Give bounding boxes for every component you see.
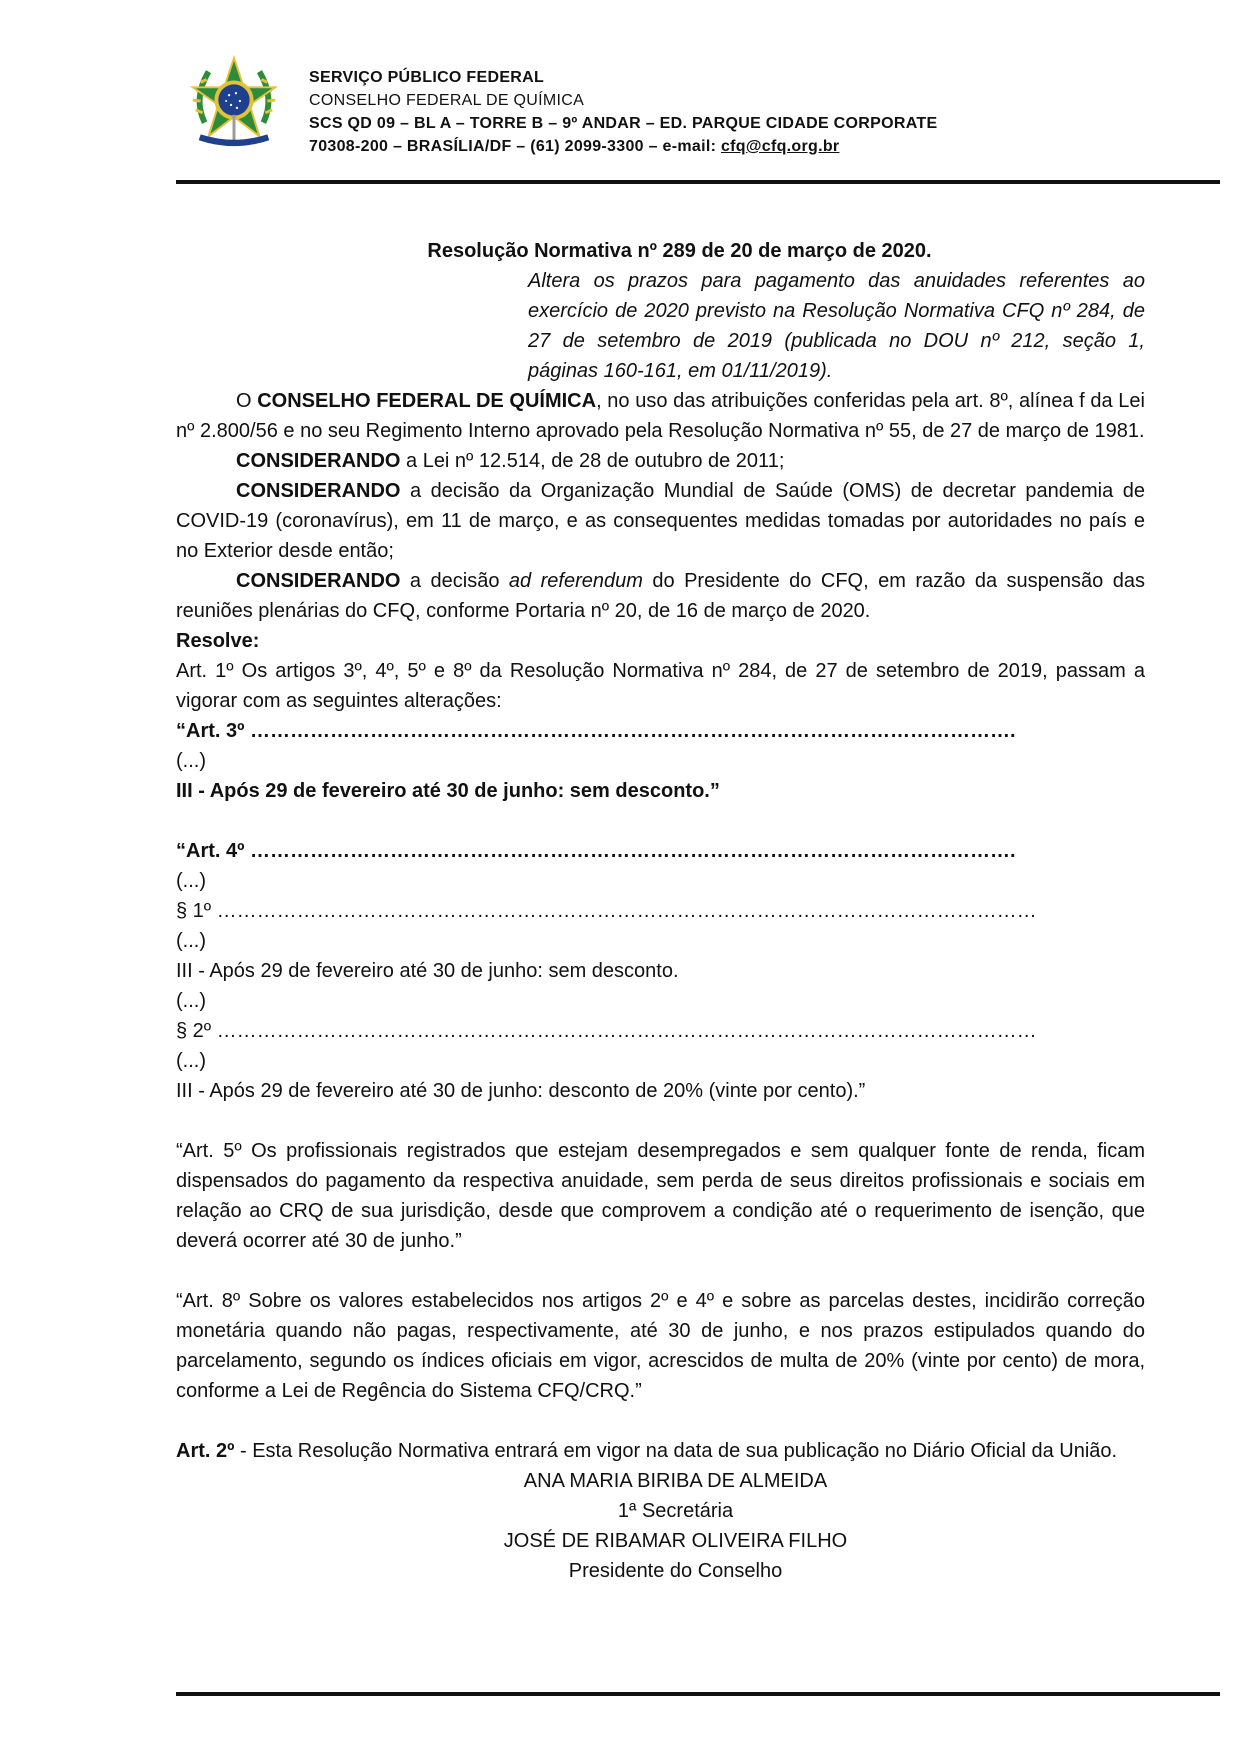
spacer (176, 1106, 1145, 1136)
art-5: “Art. 5º Os profissionais registrados que estejam desempregados e sem qualquer fonte de renda, ficam dispensados do pagamento da respectiva anuidade, sem perda de seus direitos profissionais e sociais em relação ao CRQ de sua jurisdição, desde que comprovem a condição até o requerimento de isenção, que deverá ocorrer até 30 de junho.” (176, 1140, 1145, 1252)
signature-role-1: 1ª Secretária (617, 1500, 734, 1522)
resolve-heading: Resolve: (176, 630, 260, 652)
ellipsis: (...) (176, 1050, 206, 1072)
art-4-line: “Art. 4º ……………………………………………………………………………………………………. (176, 840, 1016, 862)
paragraph-1-line: § 1º …………………………………………………………………………………………………………… (176, 900, 1037, 922)
art-4-item-iii-b: III - Após 29 de fevereiro até 30 de junho: desconto de 20% (vinte por cento).” (176, 1080, 866, 1102)
considerando-3-text-b: do Presidente do CFQ, em razão da suspensão das reuniões plenárias do CFQ, conforme Portaria nº 20, de 16 de março de 2020. (176, 570, 1146, 622)
footer-divider (176, 1692, 1220, 1696)
signature-name-1: ANA MARIA BIRIBA DE ALMEIDA (523, 1470, 828, 1492)
ellipsis: (...) (176, 990, 206, 1012)
art-3-line: “Art. 3º ……………………………………………………………………………………………………. (176, 720, 1016, 742)
art-4-item-iii-a: III - Após 29 de fevereiro até 30 de junho: sem desconto. (176, 960, 679, 982)
org-name-line: CONSELHO FEDERAL DE QUÍMICA (309, 92, 585, 109)
art-2 (176, 1436, 1145, 1466)
ad-referendum: ad referendum (508, 570, 643, 592)
considerando-2 (176, 476, 1145, 566)
preamble-start: O (236, 390, 258, 412)
paragraph-2-line: § 2º …………………………………………………………………………………………………………… (176, 1020, 1037, 1042)
ementa: Altera os prazos para pagamento das anuidades referentes ao exercício de 2020 previsto na Resolução Normativa CFQ nº 284, de 27 de setembro de 2019 (publicada no DOU nº 212, seção 1, páginas 160-161, em 01/11/2019). (528, 270, 1145, 382)
spacer (176, 1406, 1145, 1436)
art-1: Art. 1º Os artigos 3º, 4º, 5º e 8º da Resolução Normativa nº 284, de 27 de setembro de 2019, passam a vigorar com as seguintes alterações: (176, 660, 1145, 712)
considerando-3-text-a: a decisão (400, 570, 509, 592)
considerando-label: CONSIDERANDO (236, 450, 401, 472)
council-name: CONSELHO FEDERAL DE QUÍMICA (257, 390, 597, 412)
brasao-republica-icon (185, 54, 283, 152)
header-divider (176, 180, 1220, 184)
art-8: “Art. 8º Sobre os valores estabelecidos nos artigos 2º e 4º e sobre as parcelas destes, incidirão correção monetária quando não pagas, respectivamente, até 30 de junho, e nos prazos estipulados quando do parcelamento, segundo os índices oficiais em vigor, acrescidos de multa de 20% (vinte por cento) de mora, conforme a Lei de Regência do Sistema CFQ/CRQ.” (176, 1290, 1145, 1402)
preamble-rest: , no uso das atribuições conferidas pela art. 8º, alínea f da Lei nº 2.800/56 e no seu Regimento Interno aprovado pela Resolução Normativa nº 55, de 27 de março de 1981. (176, 390, 1145, 442)
document-body (176, 236, 1145, 1586)
spacer (176, 1256, 1145, 1286)
considerando-1 (176, 446, 1145, 476)
considerando-label: CONSIDERANDO (236, 480, 401, 502)
considerando-3 (176, 566, 1145, 626)
contact-line (309, 135, 1109, 158)
art-2-text: - Esta Resolução Normativa entrará em vigor na data de sua publicação no Diário Oficial da União. (234, 1440, 1118, 1462)
considerando-2-text: a decisão da Organização Mundial de Saúde (OMS) de decretar pandemia de COVID-19 (coronavírus), em 11 de março, e as consequentes medidas tomadas por autoridades no país e no Exterior desde então; (176, 480, 1145, 562)
ellipsis: (...) (176, 930, 206, 952)
ellipsis: (...) (176, 750, 206, 772)
preamble (176, 386, 1145, 446)
signature-name-2: JOSÉ DE RIBAMAR OLIVEIRA FILHO (503, 1530, 848, 1552)
art-2-label: Art. 2º (176, 1440, 235, 1462)
spacer (176, 806, 1145, 836)
document-title: Resolução Normativa nº 289 de 20 de março de 2020. (427, 240, 932, 262)
signature-role-2: Presidente do Conselho (568, 1560, 783, 1582)
email-link[interactable]: cfq@cfq.org.br (720, 138, 840, 155)
ellipsis: (...) (176, 870, 206, 892)
contact-prefix: 70308-200 – BRASÍLIA/DF – (61) 2099-3300 – e-mail: (309, 138, 721, 155)
art-3-item-iii: III - Após 29 de fevereiro até 30 de junho: sem desconto.” (176, 780, 720, 802)
letterhead (309, 66, 1109, 158)
considerando-label: CONSIDERANDO (236, 570, 401, 592)
address-line: SCS QD 09 – BL A – TORRE B – 9º ANDAR – ED. PARQUE CIDADE CORPORATE (309, 115, 938, 132)
org-service-line: SERVIÇO PÚBLICO FEDERAL (309, 69, 545, 86)
considerando-1-text: a Lei nº 12.514, de 28 de outubro de 2011; (400, 450, 785, 472)
